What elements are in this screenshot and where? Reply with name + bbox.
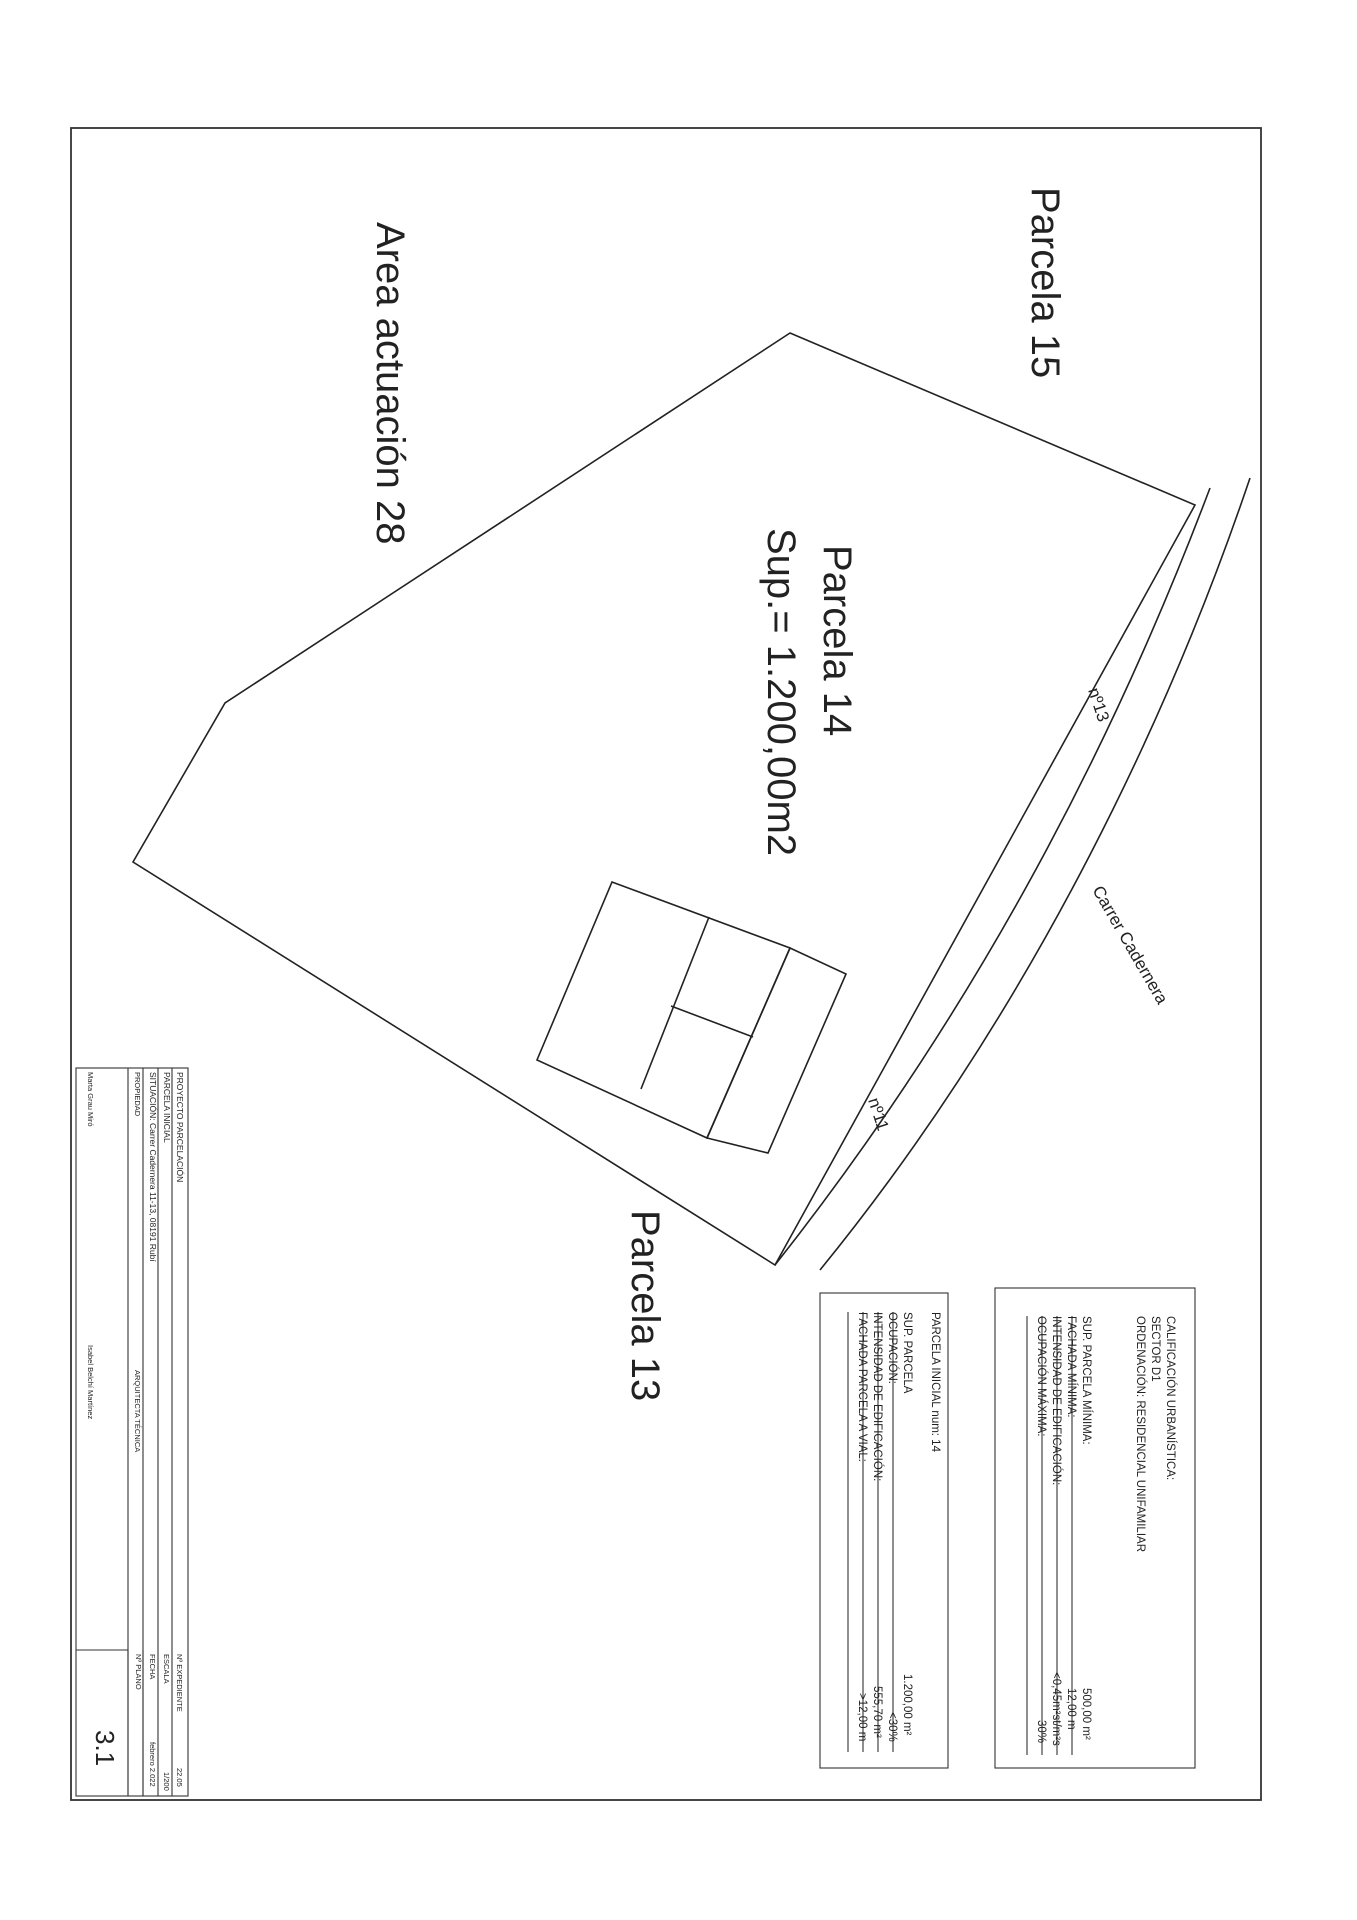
tb-tecnica: Isabel Belchí Martínez bbox=[86, 1345, 95, 1420]
street-name-label: Carrer Cadernera bbox=[1088, 882, 1172, 1008]
calificacion-box bbox=[995, 1288, 1195, 1768]
pi-row-label-1: OCUPACIÓN: bbox=[886, 1312, 898, 1384]
pi-row-value-1: <30% bbox=[886, 1712, 898, 1742]
parcela-inicial-box bbox=[820, 1293, 948, 1768]
tb-arquitecta: ARQUITECTA TÉCNICA bbox=[133, 1370, 142, 1453]
drawing-frame bbox=[71, 128, 1261, 1800]
cal-row-value-1: 12,00 m bbox=[1065, 1688, 1077, 1730]
pi-row-value-3: >12,00 m bbox=[856, 1693, 868, 1742]
parcela-13-label: Parcela 13 bbox=[623, 1210, 667, 1402]
tb-propietaria: Marta Grau Miró bbox=[86, 1072, 95, 1127]
superficie-label: Sup.= 1.200,00m2 bbox=[759, 528, 803, 857]
pi-row-value-0: 1.200,00 m² bbox=[901, 1674, 913, 1736]
tb-expediente: 22.05 bbox=[175, 1768, 184, 1787]
parcel-14-boundary bbox=[133, 333, 1195, 1265]
pi-row-value-2: 555,70 m² bbox=[871, 1686, 883, 1738]
building-footprint bbox=[537, 882, 846, 1153]
tb-fecha-label: FECHA bbox=[148, 1654, 157, 1680]
numero-11-label: nº11 bbox=[864, 1095, 893, 1133]
street-edge-outer bbox=[820, 478, 1250, 1270]
pi-row-label-0: SUP. PARCELA bbox=[901, 1312, 913, 1394]
cal-row-value-2: <0,45m²st/m²s bbox=[1050, 1672, 1062, 1746]
cal-row-label-0: SUP. PARCELA MÍNIMA: bbox=[1080, 1316, 1092, 1445]
pi-row-label-2: INTENSIDAD DE EDIFICACIÓN: bbox=[871, 1312, 883, 1482]
cal-row-label-1: FACHADA MÍNIMA: bbox=[1065, 1316, 1077, 1418]
tb-situacion: SITUACIÓN: Carrer Cadernera 11-13, 08191 Rubí bbox=[148, 1072, 158, 1262]
area-actuacion-label: Area actuación 28 bbox=[368, 222, 412, 545]
tb-parcela: PARCELA INICIAL bbox=[162, 1072, 172, 1143]
numero-13-label: nº13 bbox=[1084, 685, 1113, 725]
tb-expediente-label: Nº EXPEDIENTE bbox=[175, 1654, 184, 1712]
pi-row-label-3: FACHADA PARCELA A VIAL: bbox=[856, 1312, 868, 1462]
tb-fecha: febrero 2.022 bbox=[148, 1742, 157, 1787]
parcela-inicial-title: PARCELA INICIAL num: 14 bbox=[929, 1312, 941, 1452]
tb-propiedad: PROPIEDAD bbox=[133, 1072, 142, 1117]
tb-proyecto: PROYECTO PARCELACIÓN bbox=[175, 1072, 185, 1183]
calificacion-sector: SECTOR D1 bbox=[1149, 1316, 1161, 1382]
tb-plano-number: 3.1 bbox=[90, 1730, 120, 1767]
title-block bbox=[76, 1068, 188, 1796]
tb-escala-label: ESCALA bbox=[162, 1654, 171, 1684]
parcela-15-label: Parcela 15 bbox=[1023, 187, 1067, 379]
tb-plano-label: Nº PLANO bbox=[134, 1654, 143, 1690]
calificacion-title: CALIFICACIÓN URBANÍSTICA: bbox=[1164, 1316, 1176, 1481]
cal-row-label-2: INTENSIDAD DE EDIFICACIÓN: bbox=[1050, 1316, 1062, 1486]
cal-row-value-3: 30% bbox=[1035, 1720, 1047, 1744]
calificacion-ordenacion: ORDENACIÓN: RESIDENCIAL UNIFAMILIAR bbox=[1134, 1316, 1146, 1553]
cal-row-label-3: OCUPACIÓN MÁXIMA: bbox=[1035, 1316, 1047, 1437]
parcela-14-label: Parcela 14 bbox=[815, 545, 859, 737]
cal-row-value-0: 500,00 m² bbox=[1080, 1688, 1092, 1740]
tb-escala: 1/200 bbox=[162, 1772, 171, 1791]
